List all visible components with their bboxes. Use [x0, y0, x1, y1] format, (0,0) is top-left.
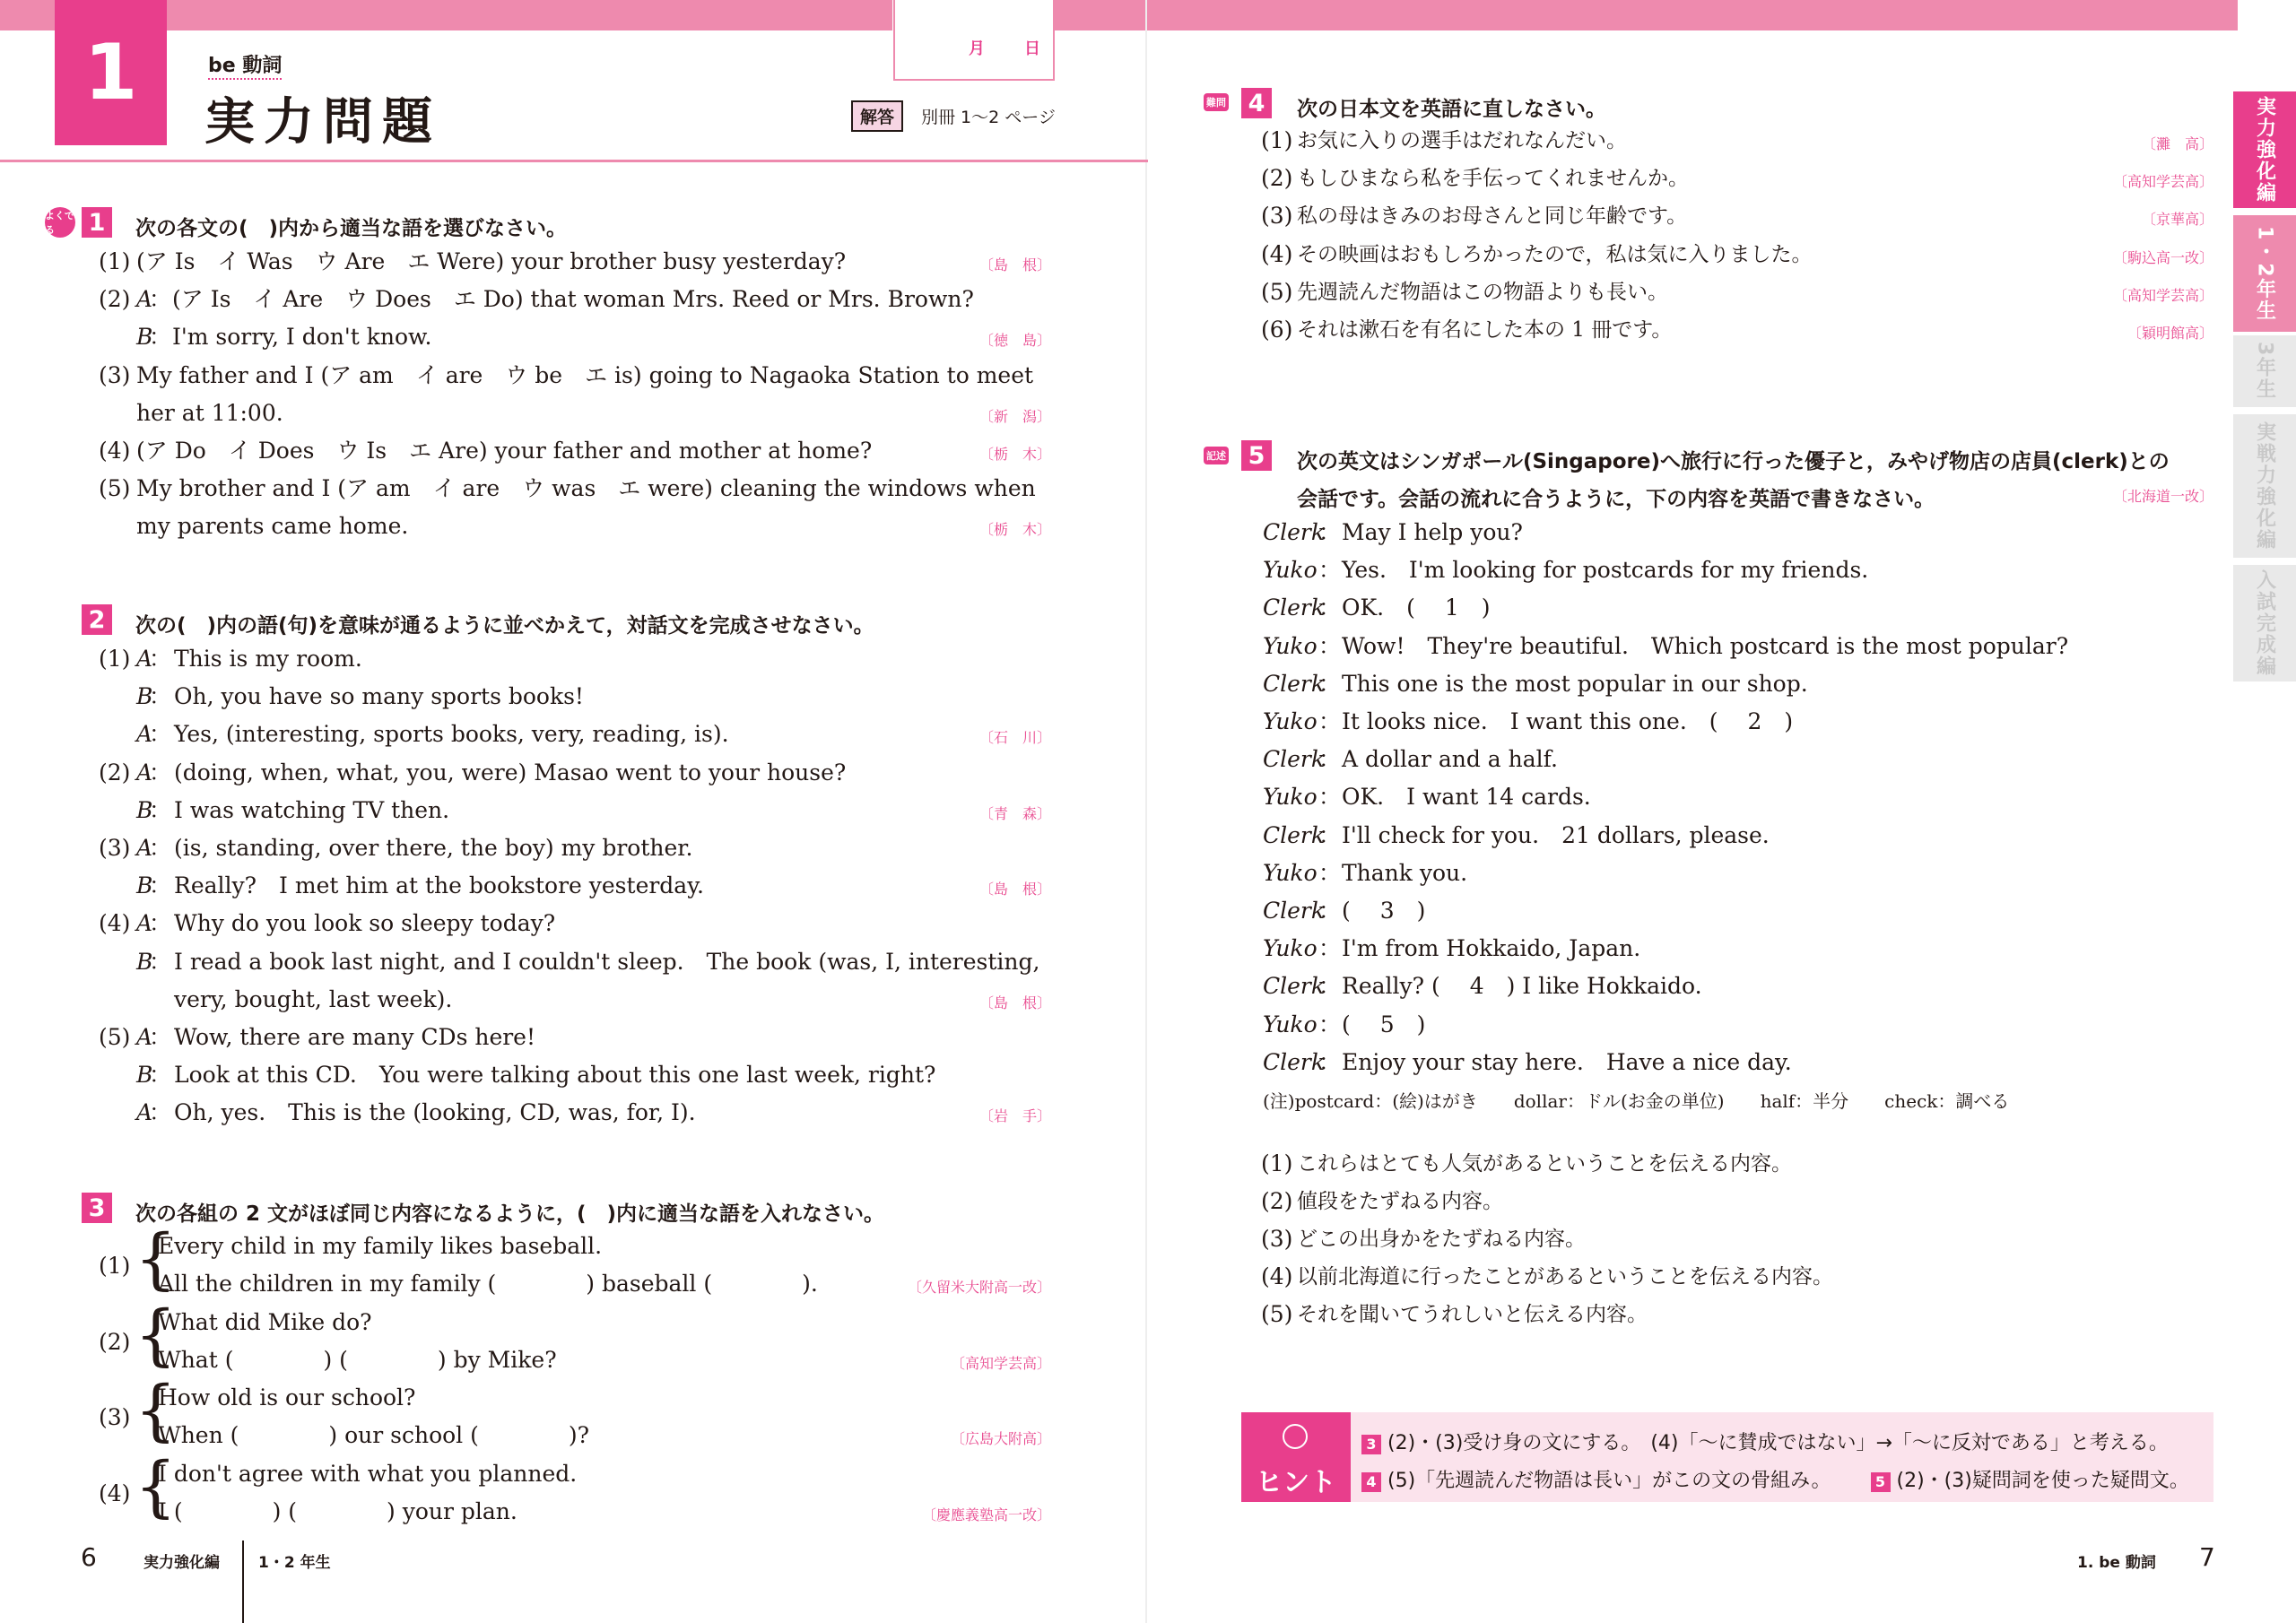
speaker-colon: ： — [1318, 898, 1342, 924]
item-source: 〔島 根〕 — [978, 256, 1051, 273]
item-text: I was watching TV then. — [174, 796, 450, 823]
item-text: Why do you look so sleepy today? — [174, 910, 556, 937]
item-text: お気に入りの選手はだれなんだい。 — [1297, 129, 1627, 152]
task-number: (4) — [1261, 1263, 1293, 1289]
question-2-number: 2 — [82, 604, 112, 635]
speaker-colon: ： — [149, 796, 172, 823]
question-3-prompt: 次の各組の 2 文がほぼ同じ内容になるように，( )内に適当な語を入れなさい。 — [135, 1202, 885, 1226]
speaker-colon: ： — [149, 646, 172, 672]
task-text: それを聞いてうれしいと伝える内容。 — [1297, 1303, 1648, 1326]
speaker-colon: ： — [1318, 821, 1342, 848]
speaker-label: A — [136, 759, 153, 785]
footer-chapter: 1. be 動詞 — [2077, 1554, 2156, 1572]
question-5-prompt-line1: 次の英文はシンガポール(Singapore)へ旅行に行った優子と，みやげ物店の店員(clerk)との — [1297, 450, 2170, 473]
item-source: 〔駒込高一改〕 — [2112, 248, 2213, 266]
item-source: 〔新 潟〕 — [978, 407, 1051, 425]
question-5-number: 5 — [1241, 440, 1272, 471]
speaker-colon: ： — [149, 910, 172, 937]
speaker-label: B — [136, 948, 153, 975]
task-text: 値段をたずねる内容。 — [1297, 1190, 1503, 1213]
item-text: I read a book last night, and I couldn't sleep. The book (was, I, interesting, — [174, 948, 1040, 975]
pair-sentence-a: Every child in my family likes baseball. — [158, 1233, 603, 1259]
speaker-colon: ： — [1318, 670, 1342, 697]
item-number: (1) — [99, 646, 131, 672]
item-text: her at 11:00. — [136, 399, 283, 426]
speaker-colon: ： — [1318, 973, 1342, 1000]
item-source: 〔高知学芸高〕 — [2112, 286, 2213, 304]
speaker-label: Clerk — [1263, 670, 1326, 697]
descriptive-icon: 記述 — [1204, 447, 1229, 464]
item-number: (1) — [1261, 127, 1293, 153]
chapter-number: 1 — [55, 0, 167, 145]
speaker-colon: ： — [149, 286, 172, 313]
task-number: (2) — [1261, 1188, 1293, 1214]
speaker-label: Yuko — [1263, 557, 1318, 584]
dialog-text: I'm from Hokkaido, Japan. — [1342, 935, 1641, 962]
speaker-colon: ： — [1318, 557, 1342, 584]
hint-text-2a: (5)「先週読んだ物語は長い」がこの文の骨組み。 — [1387, 1470, 1831, 1492]
speaker-colon: ： — [149, 835, 172, 861]
item-number: (5) — [99, 475, 131, 502]
speaker-label: Yuko — [1263, 935, 1318, 962]
item-number: (2) — [99, 1328, 131, 1355]
hint-ref-3: 3 — [1361, 1435, 1381, 1454]
speaker-colon: ： — [149, 683, 172, 710]
pair-sentence-b: When ( ) our school ( )? — [158, 1422, 590, 1448]
speaker-colon: ： — [149, 324, 172, 351]
item-source: 〔岩 手〕 — [978, 1107, 1051, 1125]
speaker-colon: ： — [1318, 595, 1342, 621]
item-number: (4) — [1261, 240, 1293, 267]
speaker-label: A — [136, 646, 153, 672]
brace: { — [135, 1372, 178, 1449]
page-title: 実力問題 — [204, 93, 441, 152]
speaker-label: Clerk — [1263, 519, 1326, 545]
task-number: (3) — [1261, 1226, 1293, 1252]
task-number: (5) — [1261, 1301, 1293, 1327]
item-number: (3) — [1261, 203, 1293, 230]
speaker-colon: ： — [1318, 708, 1342, 734]
item-text: Really? I met him at the bookstore yesterday. — [174, 872, 704, 899]
pair-sentence-b: I ( ) ( ) your plan. — [158, 1497, 517, 1524]
speaker-colon: ： — [1318, 1048, 1342, 1075]
item-text: This is my room. — [174, 646, 362, 672]
dialog-text: May I help you? — [1342, 519, 1523, 545]
task-text: 以前北海道に行ったことがあるということを伝える内容。 — [1297, 1265, 1833, 1289]
dialog-text: It looks nice. I want this one. ( 2 ) — [1342, 708, 1794, 734]
answer-ref: 別冊 1～2 ページ — [921, 108, 1056, 127]
item-number: (1) — [99, 248, 131, 274]
speaker-colon: ： — [149, 1062, 172, 1089]
speaker-label: A — [136, 721, 153, 748]
speaker-label: Yuko — [1263, 708, 1318, 734]
header-rule — [0, 160, 1148, 162]
brace: { — [135, 1447, 178, 1525]
dialog-text: This one is the most popular in our shop. — [1342, 670, 1808, 697]
speaker-label: B — [136, 1062, 153, 1089]
footer-section: 実力強化編 — [144, 1554, 220, 1572]
item-text: 私の母はきみのお母さんと同じ年齢です。 — [1297, 204, 1688, 229]
side-tab-practice[interactable]: 実戦力強化編 — [2233, 414, 2296, 558]
pair-sentence-b: What ( ) ( ) by Mike? — [158, 1346, 557, 1373]
item-source: 〔高知学芸高〕 — [950, 1354, 1051, 1372]
difficult-icon: 難問 — [1204, 93, 1229, 111]
task-text: これらはとても人気があるということを伝える内容。 — [1297, 1152, 1792, 1176]
item-source: 〔栃 木〕 — [978, 446, 1051, 463]
page-gutter — [1145, 0, 1147, 1623]
dialog-text: ( 5 ) — [1342, 1011, 1426, 1037]
item-number: (5) — [1261, 278, 1293, 305]
speaker-label: A — [136, 1099, 153, 1126]
dialog-text: Thank you. — [1342, 859, 1468, 886]
footer-grade: 1・2 年生 — [258, 1554, 331, 1572]
speaker-colon: ： — [149, 721, 172, 748]
question-3-number: 3 — [82, 1193, 112, 1223]
side-tab-grade3[interactable]: 3年生 — [2233, 335, 2296, 407]
item-number: (3) — [99, 361, 131, 388]
pair-sentence-b: All the children in my family ( ) baseball ( ). — [158, 1271, 818, 1297]
item-source: 〔青 森〕 — [978, 804, 1051, 822]
item-text: (ア Do イ Does ウ Is エ Are) your father and mother at home? — [136, 438, 873, 464]
item-number: (6) — [1261, 317, 1293, 343]
date-box[interactable] — [893, 0, 1055, 81]
speaker-label: B — [136, 683, 153, 710]
brace: { — [135, 1296, 178, 1374]
item-number: (4) — [99, 1480, 131, 1506]
item-source: 〔島 根〕 — [978, 994, 1051, 1011]
item-number: (4) — [99, 910, 131, 937]
speaker-label: Clerk — [1263, 973, 1326, 1000]
speaker-label: Yuko — [1263, 859, 1318, 886]
pair-sentence-a: I don't agree with what you planned. — [158, 1460, 578, 1487]
month-label: 月 — [969, 39, 985, 58]
task-number: (1) — [1261, 1150, 1293, 1176]
dialog-text: I'll check for you. 21 dollars, please. — [1342, 821, 1770, 848]
item-text: もしひまなら私を手伝ってくれませんか。 — [1297, 167, 1689, 191]
question-4-prompt: 次の日本文を英語に直しなさい。 — [1297, 98, 1606, 121]
speaker-label: B — [136, 872, 153, 899]
item-text: (is, standing, over there, the boy) my brother. — [174, 835, 693, 861]
dialog-text: A dollar and a half. — [1342, 746, 1558, 773]
item-source: 〔穎明館高〕 — [2126, 325, 2213, 342]
item-text: 先週読んだ物語はこの物語よりも長い。 — [1297, 280, 1668, 304]
speaker-colon: ： — [149, 948, 172, 975]
item-text: very, bought, last week). — [174, 985, 453, 1012]
chapter-subtitle: be 動詞 — [208, 50, 282, 80]
hint-label: ヒント — [1256, 1467, 1336, 1498]
hint-line-1 — [1361, 1428, 2169, 1455]
item-text: I'm sorry, I don't know. — [172, 324, 432, 351]
speaker-label: A — [136, 835, 153, 861]
speaker-label: Clerk — [1263, 746, 1326, 773]
item-source: 〔高知学芸高〕 — [2112, 173, 2213, 191]
speaker-colon: ： — [149, 759, 172, 785]
speaker-colon: ： — [149, 1099, 172, 1126]
question-1-number: 1 — [82, 207, 112, 238]
hint-line-2 — [1361, 1465, 2189, 1493]
item-number: (4) — [99, 438, 131, 464]
speaker-label: Clerk — [1263, 595, 1326, 621]
item-source: 〔広島大附高〕 — [950, 1430, 1051, 1447]
question-5-source: 〔北海道一改〕 — [2112, 488, 2213, 505]
question-2-prompt: 次の( )内の語(句)を意味が通るように並べかえて，対話文を完成させなさい。 — [135, 614, 874, 638]
speaker-colon: ： — [1318, 519, 1342, 545]
item-text: その映画はおもしろかったので，私は気に入りました。 — [1297, 242, 1813, 266]
question-5-prompt-line2: 会話です。会話の流れに合うように，下の内容を英語で書きなさい。 — [1297, 488, 1935, 511]
item-text: Look at this CD. You were talking about this one last week, right? — [174, 1062, 936, 1089]
speaker-colon: ： — [1318, 859, 1342, 886]
item-source: 〔徳 島〕 — [978, 332, 1051, 350]
item-text: Oh, you have so many sports books! — [174, 683, 584, 710]
speaker-label: Clerk — [1263, 821, 1326, 848]
frequent-icon: よくでる — [45, 207, 75, 238]
speaker-colon: ： — [1318, 935, 1342, 962]
item-source: 〔石 川〕 — [978, 729, 1051, 747]
speaker-label: Clerk — [1263, 898, 1326, 924]
speaker-label: Yuko — [1263, 632, 1318, 659]
speaker-label: Yuko — [1263, 784, 1318, 811]
item-number: (2) — [99, 286, 131, 313]
glossary-note: (注)postcard：(絵)はがき dollar：ドル(お金の単位) half：半分 check：調べる — [1263, 1090, 2010, 1112]
speaker-label: A — [136, 910, 153, 937]
speaker-label: B — [136, 796, 153, 823]
task-text: どこの出身かをたずねる内容。 — [1297, 1228, 1586, 1251]
item-text: (ア Is イ Was ウ Are エ Were) your brother busy yesterday? — [136, 248, 847, 274]
item-text: my parents came home. — [136, 513, 409, 540]
speaker-colon: ： — [149, 1024, 172, 1050]
day-label: 日 — [1024, 39, 1040, 58]
right-page-number: 7 — [2199, 1542, 2215, 1572]
hint-ref-4: 4 — [1361, 1472, 1381, 1492]
item-number: (3) — [99, 835, 131, 861]
speaker-label: Yuko — [1263, 1011, 1318, 1037]
dialog-text: Really? ( 4 ) I like Hokkaido. — [1342, 973, 1702, 1000]
question-1-prompt: 次の各文の( )内から適当な語を選びなさい。 — [135, 217, 568, 240]
item-number: (5) — [99, 1024, 131, 1050]
speaker-colon: ： — [1318, 1011, 1342, 1037]
left-page-number: 6 — [81, 1542, 97, 1572]
dialog-text: Yes. I'm looking for postcards for my friends. — [1342, 557, 1869, 584]
speaker-colon: ： — [149, 872, 172, 899]
pair-sentence-a: What did Mike do? — [158, 1308, 372, 1335]
item-source: 〔慶應義塾高一改〕 — [921, 1506, 1051, 1523]
speaker-label: B — [136, 324, 153, 351]
top-bar-right — [1054, 0, 2238, 30]
dialog-text: Wow! They're beautiful. Which postcard is the most popular? — [1342, 632, 2069, 659]
item-text: My father and I (ア am イ are ウ be エ is) going to Nagaoka Station to meet — [136, 361, 1034, 388]
dialog-text: OK. I want 14 cards. — [1342, 784, 1591, 811]
answer-badge: 解答 — [851, 100, 903, 132]
item-text: Yes, (interesting, sports books, very, reading, is). — [174, 721, 729, 748]
item-text: Wow, there are many CDs here! — [174, 1024, 536, 1050]
dialog-text: Enjoy your stay here. Have a nice day. — [1342, 1048, 1792, 1075]
speaker-colon: ： — [1318, 784, 1342, 811]
item-source: 〔京華高〕 — [2141, 211, 2213, 229]
hint-text-1: (2)・(3)受け身の文にする。 (4)「～に賛成ではない」→「～に反対である」と考える。 — [1387, 1432, 2169, 1454]
lightbulb-icon — [1283, 1424, 1308, 1449]
item-text: My brother and I (ア am イ are ウ was エ were) cleaning the windows when — [136, 475, 1036, 502]
pair-sentence-a: How old is our school? — [158, 1384, 416, 1410]
item-text: (doing, when, what, you, were) Masao went to your house? — [174, 759, 847, 785]
footer-divider — [242, 1541, 244, 1623]
speaker-colon: ： — [1318, 632, 1342, 659]
item-number: (2) — [99, 759, 131, 785]
speaker-label: Clerk — [1263, 1048, 1326, 1075]
item-text: それは漱石を有名にした本の 1 冊です。 — [1297, 318, 1673, 342]
item-number: (1) — [99, 1253, 131, 1279]
dialog-text: OK. ( 1 ) — [1342, 595, 1491, 621]
item-source: 〔栃 木〕 — [978, 521, 1051, 539]
item-text: (ア Is イ Are ウ Does エ Do) that woman Mrs. Reed or Mrs. Brown? — [172, 286, 974, 313]
hint-text-2b: (2)・(3)疑問詞を使った疑問文。 — [1896, 1470, 2189, 1492]
speaker-label: A — [136, 1024, 153, 1050]
side-tab-active[interactable]: 実力強化編 — [2233, 91, 2296, 208]
side-tab-exam[interactable]: 入試完成編 — [2233, 565, 2296, 681]
item-text: Oh, yes. This is the (looking, CD, was, for, I). — [174, 1099, 696, 1126]
speaker-colon: ： — [1318, 746, 1342, 773]
question-4-number: 4 — [1241, 88, 1272, 118]
item-source: 〔灘 高〕 — [2141, 135, 2213, 152]
brace: { — [135, 1220, 178, 1298]
item-source: 〔島 根〕 — [978, 881, 1051, 898]
speaker-label: A — [136, 286, 153, 313]
item-number: (2) — [1261, 165, 1293, 192]
item-source: 〔久留米大附高一改〕 — [907, 1279, 1051, 1296]
hint-ref-5: 5 — [1871, 1472, 1891, 1492]
dialog-text: ( 3 ) — [1342, 898, 1426, 924]
item-number: (3) — [99, 1404, 131, 1430]
side-tab-grade12[interactable]: 1・2年生 — [2233, 215, 2296, 332]
